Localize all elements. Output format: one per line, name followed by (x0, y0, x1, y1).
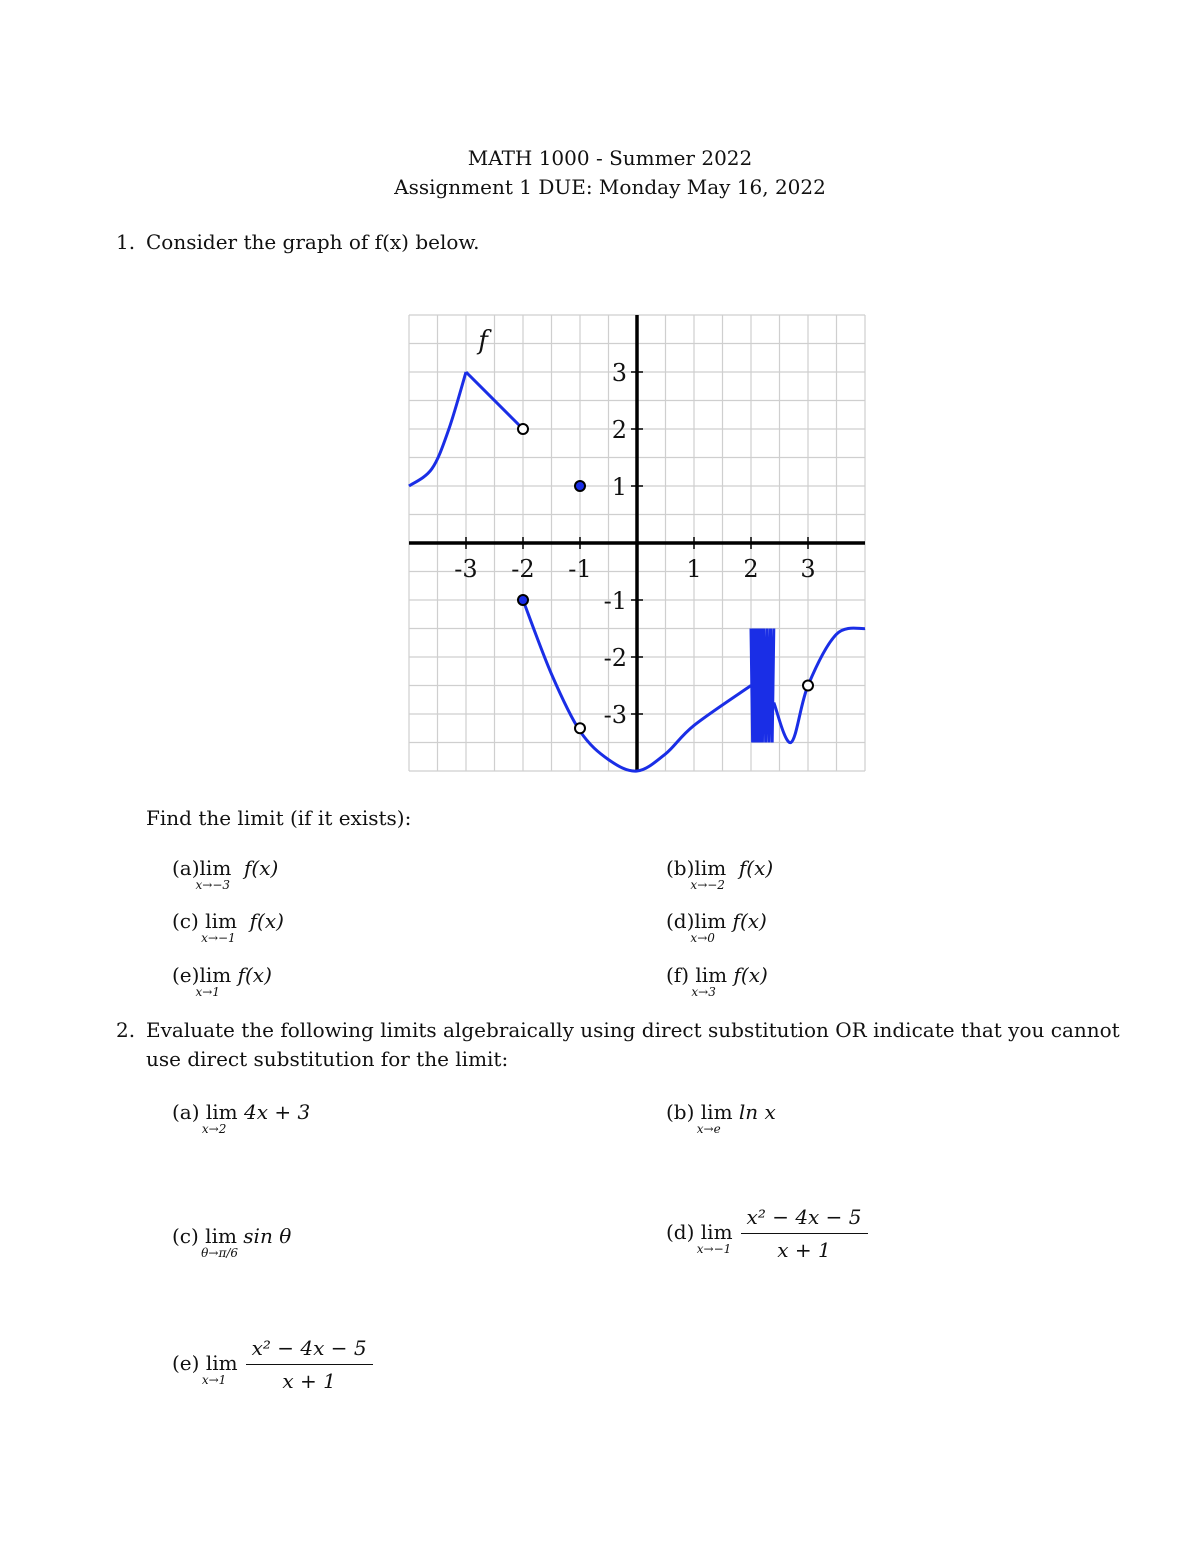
q2-part-a: (a) lim x→2 4x + 3 (172, 1100, 311, 1136)
question-1-prompt: Consider the graph of f(x) below. (146, 230, 480, 254)
x-tick-label: -3 (454, 555, 478, 583)
assignment-due-line: Assignment 1 DUE: Monday May 16, 2022 (394, 175, 826, 199)
f-oscillation-band (752, 629, 763, 743)
y-tick-label: 2 (611, 416, 627, 444)
question-2-number: 2. (116, 1018, 136, 1042)
q2-part-e: (e) lim x→1 $\frac{\text{x² − 4x − 5}}{x + 1}$ (172, 1336, 373, 1393)
q2-e-fraction: $\frac{\text{x² − 4x − 5}}{x + 1}$ (246, 1336, 373, 1393)
q1-part-f: (f) lim x→3 f(x) (666, 963, 768, 999)
q2-part-b: (b) lim x→e ln x (666, 1100, 776, 1136)
q1-part-c: (c) lim x→−1 f(x) (172, 909, 284, 945)
q1-part-e: (e)lim x→1 f(x) (172, 963, 272, 999)
q2-part-c: (c) lim θ→π/6 sin θ (172, 1224, 292, 1260)
question-2-prompt-line-2: use direct substitution for the limit: (146, 1047, 509, 1071)
x-tick-label: -2 (511, 555, 535, 583)
q1-part-a: (a)lim x→−3 f(x) (172, 856, 279, 892)
open-point (575, 723, 585, 733)
y-tick-label: 3 (611, 359, 627, 387)
q1-part-b: (b)lim x→−2 f(x) (666, 856, 774, 892)
y-tick-label: -1 (603, 587, 627, 615)
function-graph (408, 314, 866, 774)
closed-point (575, 481, 585, 491)
y-tick-label: -3 (603, 701, 627, 729)
x-tick-label: -1 (568, 555, 592, 583)
q2-d-fraction: $\frac{\text{x² − 4x − 5}}{x + 1}$ (741, 1205, 868, 1262)
x-tick-label: 2 (743, 555, 759, 583)
y-tick-label: -2 (603, 644, 627, 672)
y-tick-label: 1 (611, 473, 627, 501)
q1-part-d: (d)lim x→0 f(x) (666, 909, 767, 945)
open-point (803, 681, 813, 691)
q2-part-d: (d) lim x→−1 $\frac{\text{x² − 4x − 5}}{x + 1}$ (666, 1205, 868, 1262)
function-label: f (478, 326, 488, 357)
open-point (518, 424, 528, 434)
question-2-prompt-line-1: Evaluate the following limits algebraically using direct substitution OR indicate that you cannot (146, 1018, 1120, 1042)
x-tick-label: 3 (800, 555, 816, 583)
closed-point (518, 595, 528, 605)
question-1-find-text: Find the limit (if it exists): (146, 806, 412, 830)
question-1-number: 1. (116, 230, 136, 254)
assignment-course-title: MATH 1000 - Summer 2022 (467, 146, 753, 170)
x-tick-label: 1 (686, 555, 702, 583)
